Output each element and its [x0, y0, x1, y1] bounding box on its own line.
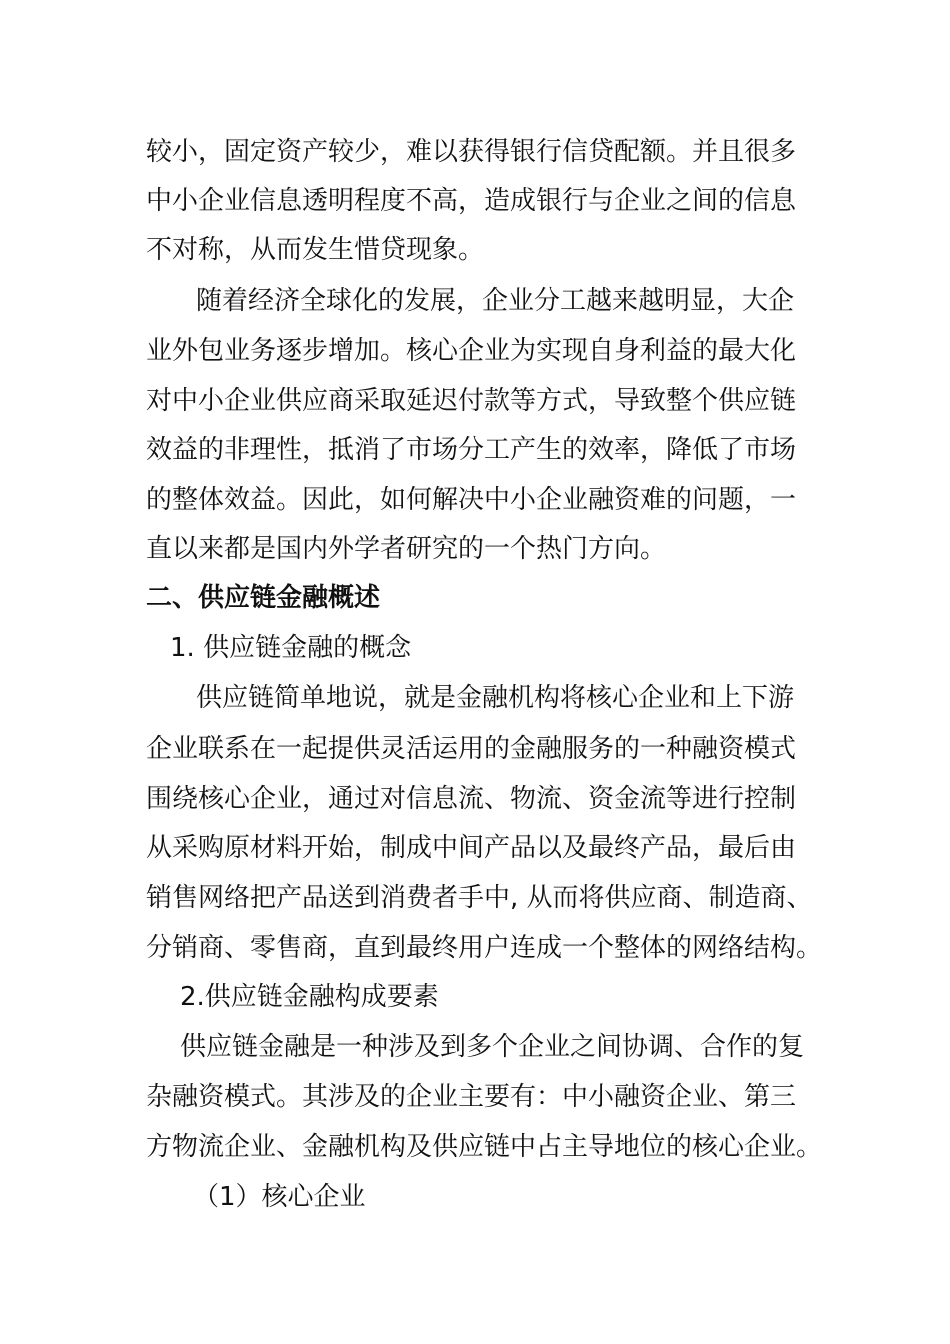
subsection-heading: （1）核心企业 — [193, 1182, 366, 1212]
paragraph-line: 直以来都是国内外学者研究的一个热门方向。 — [146, 534, 667, 564]
paragraph-line: 不对称，从而发生惜贷现象。 — [146, 235, 485, 265]
paragraph-line: 中小企业信息透明程度不高，造成银行与企业之间的信息 — [146, 186, 797, 216]
paragraph-line: 杂融资模式。其涉及的企业主要有：中小融资企业、第三 — [146, 1082, 797, 1112]
subsection-heading: 1. 供应链金融的概念 — [170, 633, 412, 663]
paragraph-line: 效益的非理性，抵消了市场分工产生的效率，降低了市场 — [146, 435, 797, 465]
paragraph-line: 随着经济全球化的发展，企业分工越来越明显，大企 — [196, 286, 795, 316]
paragraph-line: 对中小企业供应商采取延迟付款等方式，导致整个供应链 — [146, 386, 797, 416]
paragraph-line: 的整体效益。因此，如何解决中小企业融资难的问题，一 — [146, 485, 797, 515]
paragraph-line: 企业联系在一起提供灵活运用的金融服务的一种融资模式 — [146, 734, 797, 764]
paragraph-line: 从采购原材料开始，制成中间产品以及最终产品，最后由 — [146, 833, 797, 863]
paragraph-line: 供应链简单地说，就是金融机构将核心企业和上下游 — [196, 683, 795, 713]
paragraph-line: 供应链金融是一种涉及到多个企业之间协调、合作的复 — [180, 1032, 805, 1062]
subsection-heading: 2.供应链金融构成要素 — [180, 982, 439, 1012]
paragraph-line: 较小，固定资产较少，难以获得银行信贷配额。并且很多 — [146, 137, 797, 167]
paragraph-line: 销售网络把产品送到消费者手中, 从而将供应商、制造商、 — [146, 883, 813, 913]
paragraph-line: 业外包业务逐步增加。核心企业为实现自身利益的最大化 — [146, 336, 797, 366]
paragraph-line: 方物流企业、金融机构及供应链中占主导地位的核心企业。 — [146, 1132, 823, 1162]
paragraph-line: 分销商、零售商，直到最终用户连成一个整体的网络结构。 — [146, 933, 823, 963]
paragraph-line: 围绕核心企业，通过对信息流、物流、资金流等进行控制 — [146, 784, 797, 814]
section-heading: 二、供应链金融概述 — [146, 583, 381, 613]
